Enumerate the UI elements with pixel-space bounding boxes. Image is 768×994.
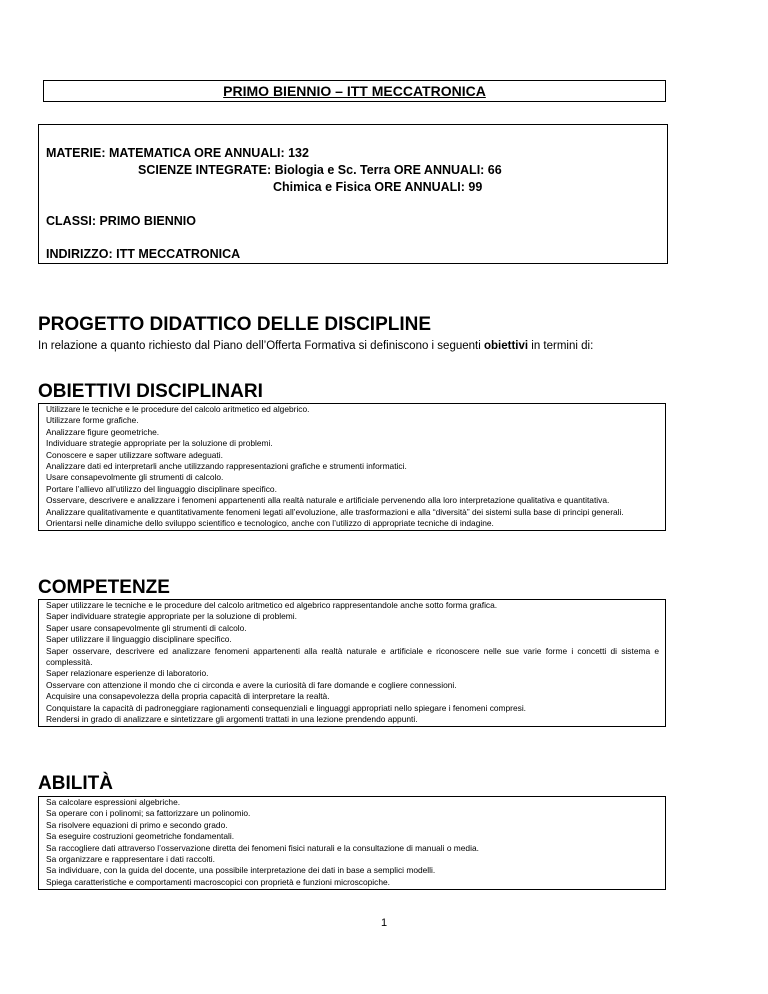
list-item: Portare l’allievo all’utilizzo del linguaggio disciplinare specifico. [46,483,277,494]
list-item: Sa calcolare espressioni algebriche. [46,797,181,807]
list-item: Osservare, descrivere e analizzare i fenomeni appartenenti alla realtà naturale e artificiale pervenendo alla loro interpretazione qualitativa e quantitativa. [46,495,610,506]
list-item: Sa individuare, con la guida del docente, una possibile interpretazione dei dati in base a semplici modelli. [46,865,436,876]
intro-text-end: in termini di: [528,340,594,352]
info-line-materie: MATERIE: MATEMATICA ORE ANNUALI: 132 [46,146,309,160]
list-item: Saper individuare strategie appropriate per la soluzione di problemi. [46,611,297,622]
list-item: Rendersi in grado di analizzare e sintetizzare gli argomenti trattati in una lezione prendendo appunti. [46,714,418,725]
list-item: Saper osservare, descrivere ed analizzare fenomeni appartenenti alla realtà naturale e artificiale e riconoscere nelle sue varie forme i concetti di sistema e complessità. [46,645,659,668]
list-item: Saper usare consapevolmente gli strumenti di calcolo. [46,622,247,633]
obiettivi-list [38,403,666,531]
list-item: Sa operare con i polinomi; sa fattorizzare un polinomio. [46,808,251,819]
intro-bold-obiettivi: obiettivi [483,340,529,352]
list-item: Orientarsi nelle dinamiche dello sviluppo scientifico e tecnologico, anche con l’utilizzo di appropriate tecniche di indagine. [46,518,494,529]
list-item: Utilizzare le tecniche e le procedure del calcolo aritmetico ed algebrico. [46,404,310,414]
document-title: PRIMO BIENNIO – ITT MECCATRONICA [223,83,486,99]
list-item: Saper utilizzare le tecniche e le procedure del calcolo aritmetico ed algebrico rappresentandole anche sotto forma grafica. [46,600,498,610]
list-item: Sa organizzare e rappresentare i dati raccolti. [46,854,215,865]
list-item: Saper relazionare esperienze di laboratorio. [46,668,209,679]
list-item: Osservare con attenzione il mondo che ci circonda e avere la curiosità di fare domande e cogliere connessioni. [46,679,457,690]
list-item: Sa eseguire costruzioni geometriche fondamentali. [46,831,235,842]
abilita-heading: ABILITÀ [38,773,113,794]
progetto-heading: PROGETTO DIDATTICO DELLE DISCIPLINE [38,314,432,335]
obiettivi-heading: OBIETTIVI DISCIPLINARI [38,381,263,402]
list-item: Conoscere e saper utilizzare software adeguati. [46,449,223,460]
list-item: Saper utilizzare il linguaggio disciplinare specifico. [46,634,232,645]
abilita-list [38,796,666,890]
list-item: Analizzare qualitativamente e quantitativamente fenomeni legati all’evoluzione, alle trasformazioni e alla “diversità” dei sistemi sulla base di principi generali. [46,506,624,517]
intro-text: In relazione a quanto richiesto dal Piano dell’Offerta Formativa si definiscono i seguenti [38,340,484,352]
course-info-box [38,124,668,264]
competenze-list [38,599,666,727]
list-item: Sa raccogliere dati attraverso l’osservazione diretta dei fenomeni fisici naturali e la consultazione di manuali o media. [46,842,479,853]
page-number: 1 [380,917,388,929]
document-title-box [43,80,666,102]
list-item: Spiega caratteristiche e comportamenti macroscopici con proprietà e funzioni microscopiche. [46,876,391,887]
info-line-indirizzo: INDIRIZZO: ITT MECCATRONICA [46,247,241,261]
info-line-chimica: Chimica e Fisica ORE ANNUALI: 99 [273,180,483,194]
list-item: Analizzare figure geometriche. [46,426,160,437]
list-item: Acquisire una consapevolezza della propria capacità di interpretare la realtà. [46,691,330,702]
list-item: Conquistare la capacità di padroneggiare ragionamenti consequenziali e linguaggi appropriati nello spiegare i fenomeni compresi. [46,702,527,713]
list-item: Sa risolvere equazioni di primo e secondo grado. [46,819,228,830]
progetto-intro [38,339,608,353]
list-item: Utilizzare forme grafiche. [46,415,139,426]
competenze-heading: COMPETENZE [38,577,170,598]
info-line-scienze: SCIENZE INTEGRATE: Biologia e Sc. Terra ORE ANNUALI: 66 [138,163,502,177]
list-item: Usare consapevolmente gli strumenti di calcolo. [46,472,224,483]
list-item: Analizzare dati ed interpretarli anche utilizzando rappresentazioni grafiche e strumenti informatici. [46,461,407,472]
list-item: Individuare strategie appropriate per la soluzione di problemi. [46,438,273,449]
info-line-classi: CLASSI: PRIMO BIENNIO [46,214,197,228]
